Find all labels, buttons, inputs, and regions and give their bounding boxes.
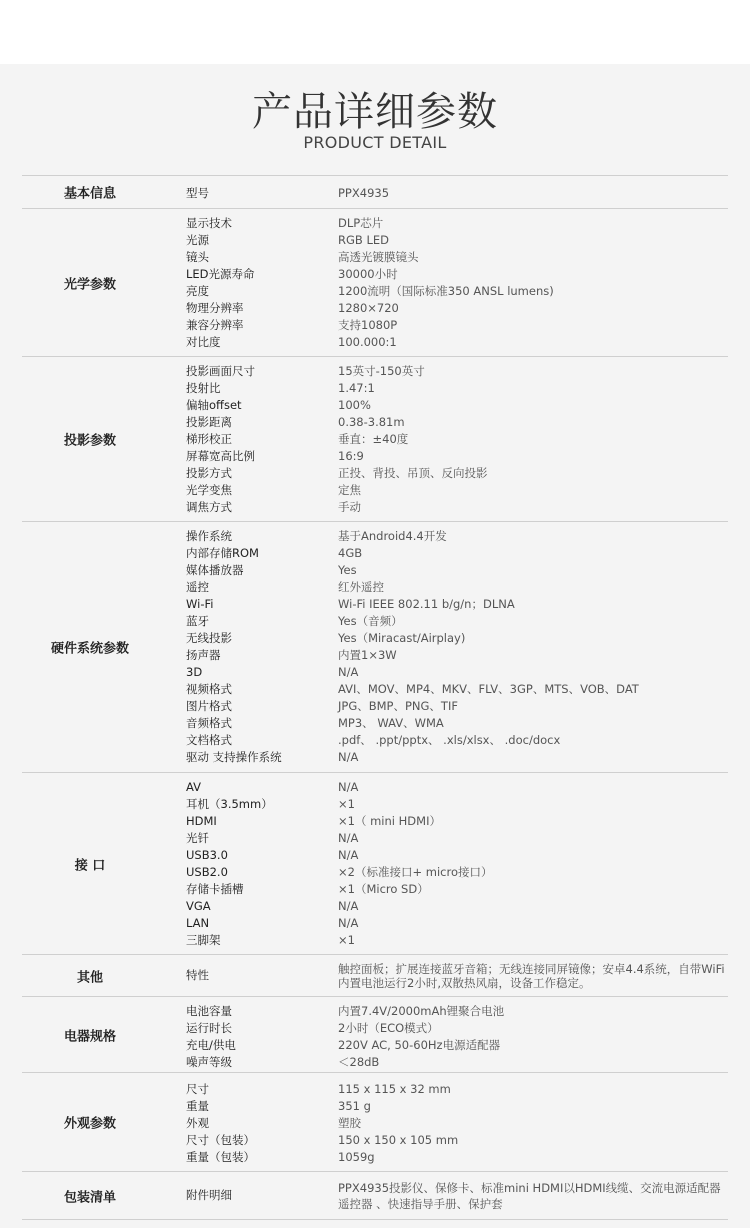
section-electrical — [22, 997, 728, 1073]
spec-row — [186, 813, 728, 830]
spec-value: 0.38-3.81m — [338, 415, 405, 429]
spec-label: 特性 — [186, 968, 209, 982]
spec-row — [186, 881, 728, 898]
spec-label: 图片格式 — [186, 699, 232, 713]
spec-value: Yes（音频） — [338, 614, 403, 628]
category-label: 包装清单 — [63, 1190, 116, 1205]
spec-label: 三脚架 — [186, 933, 221, 947]
spec-row — [186, 847, 728, 864]
spec-label: 充电/供电 — [186, 1038, 236, 1052]
spec-value: 16:9 — [338, 449, 364, 463]
spec-row — [186, 528, 728, 545]
spec-label: 运行时长 — [186, 1021, 232, 1035]
spec-label: 3D — [186, 665, 203, 679]
spec-label: 显示技术 — [186, 216, 232, 230]
spec-row — [186, 185, 728, 202]
spec-row — [186, 630, 728, 647]
spec-value: 红外遥控 — [338, 580, 384, 594]
spec-row — [186, 681, 728, 698]
spec-value: 1059g — [338, 1150, 375, 1164]
spec-row — [186, 864, 728, 881]
spec-row — [186, 283, 728, 300]
spec-value: 100% — [338, 398, 371, 412]
spec-value: 支持1080P — [338, 318, 398, 332]
spec-row — [186, 300, 728, 317]
spec-value: N/A — [338, 780, 359, 794]
spec-row — [186, 465, 728, 482]
spec-value: 正投、背投、吊顶、反向投影 — [338, 466, 488, 480]
spec-row — [186, 698, 728, 715]
spec-label: 存储卡插槽 — [186, 882, 244, 896]
spec-value: N/A — [338, 750, 359, 764]
section-optical — [22, 209, 728, 357]
spec-value: ＜28dB — [338, 1055, 380, 1069]
spec-label: 物理分辨率 — [186, 301, 244, 315]
spec-value: 定焦 — [338, 483, 361, 497]
spec-label: 遥控 — [186, 580, 209, 594]
spec-label: 外观 — [186, 1116, 209, 1130]
spec-row — [186, 1149, 728, 1166]
spec-row — [186, 1132, 728, 1149]
spec-value: N/A — [338, 899, 359, 913]
spec-label: 对比度 — [186, 335, 221, 349]
spec-row — [186, 1037, 728, 1054]
spec-label: 投射比 — [186, 381, 221, 395]
spec-value: JPG、BMP、PNG、TIF — [338, 699, 458, 713]
spec-value: 150 x 150 x 105 mm — [338, 1133, 459, 1147]
spec-label: USB2.0 — [186, 865, 228, 879]
spec-label: 屏幕宽高比例 — [186, 449, 255, 463]
spec-value: 塑胶 — [338, 1116, 361, 1130]
spec-row — [186, 1180, 728, 1212]
spec-value: 15英寸-150英寸 — [338, 364, 425, 378]
spec-row — [186, 1054, 728, 1071]
spec-row — [186, 334, 728, 351]
spec-row — [186, 915, 728, 932]
spec-row — [186, 898, 728, 915]
spec-value: ×1（Micro SD） — [338, 882, 429, 896]
spec-value: AVI、MOV、MP4、MKV、FLV、3GP、MTS、VOB、DAT — [338, 682, 639, 696]
spec-value: 1280×720 — [338, 301, 399, 315]
spec-label: 尺寸（包装） — [186, 1133, 255, 1147]
spec-row — [186, 1098, 728, 1115]
spec-row — [186, 397, 728, 414]
category-label: 外观参数 — [63, 1116, 116, 1132]
spec-value: ×1（ mini HDMI） — [338, 814, 441, 828]
section-package — [22, 1172, 728, 1220]
spec-row — [186, 380, 728, 397]
spec-value: 115 x 115 x 32 mm — [338, 1082, 451, 1096]
spec-value: 内置7.4V/2000mAh锂聚合电池 — [338, 1004, 505, 1018]
spec-label: 重量 — [186, 1099, 209, 1113]
spec-label: LED光源寿命 — [186, 267, 255, 281]
spec-value: Wi-Fi IEEE 802.11 b/g/n；DLNA — [338, 597, 515, 611]
spec-row — [186, 749, 728, 766]
spec-row — [186, 431, 728, 448]
spec-row — [186, 232, 728, 249]
spec-label: 型号 — [186, 186, 209, 200]
section-basic-info — [22, 176, 728, 209]
spec-row — [186, 932, 728, 949]
spec-value: MP3、 WAV、WMA — [338, 716, 444, 730]
spec-row — [186, 830, 728, 847]
spec-label: 扬声器 — [186, 648, 221, 662]
spec-row — [186, 266, 728, 283]
spec-value: N/A — [338, 831, 359, 845]
category-label: 投影参数 — [63, 433, 116, 449]
spec-row — [186, 215, 728, 232]
spec-row — [186, 363, 728, 380]
spec-label: 噪声等级 — [186, 1055, 232, 1069]
category-label: 硬件系统参数 — [50, 641, 129, 657]
spec-value: 手动 — [338, 500, 361, 514]
spec-label: 兼容分辨率 — [186, 318, 244, 332]
spec-label: 音频格式 — [186, 716, 232, 730]
spec-row — [186, 1081, 728, 1098]
category-label: 电器规格 — [63, 1029, 116, 1044]
spec-label: USB3.0 — [186, 848, 228, 862]
spec-label: VGA — [186, 899, 211, 913]
spec-value: 1200流明（国际标准350 ANSL lumens) — [338, 284, 554, 298]
spec-value: 内置1×3W — [338, 648, 397, 662]
spec-row — [186, 1003, 728, 1020]
spec-row — [186, 545, 728, 562]
spec-label: 调焦方式 — [186, 500, 232, 514]
spec-value: Yes（Miracast/Airplay) — [338, 631, 466, 645]
spec-value: RGB LED — [338, 233, 389, 247]
spec-label: 内部存储ROM — [186, 546, 259, 560]
spec-value: 100.000:1 — [338, 335, 397, 349]
spec-label: Wi-Fi — [186, 597, 214, 611]
spec-value: 351 g — [338, 1099, 371, 1113]
spec-label: 尺寸 — [186, 1082, 209, 1096]
spec-value: 高透光镀膜镜头 — [338, 250, 419, 264]
category-label: 接 口 — [74, 858, 106, 873]
spec-label: 媒体播放器 — [186, 563, 244, 577]
spec-value: N/A — [338, 665, 359, 679]
spec-row — [186, 796, 728, 813]
page-title: 产品详细参数 — [252, 89, 498, 135]
spec-label: 光源 — [186, 233, 209, 247]
spec-label: 梯形校正 — [186, 432, 232, 446]
spec-row — [186, 579, 728, 596]
spec-value: 220V AC, 50-60Hz电源适配器 — [338, 1038, 501, 1052]
spec-value: 30000小时 — [338, 267, 398, 281]
spec-row — [186, 562, 728, 579]
top-blank-band — [0, 0, 750, 64]
spec-label: AV — [186, 780, 201, 794]
spec-row — [186, 499, 728, 516]
spec-label: 投影画面尺寸 — [186, 364, 255, 378]
section-appearance — [22, 1073, 728, 1172]
spec-value: N/A — [338, 848, 359, 862]
spec-row — [186, 414, 728, 431]
spec-value: 2小时（ECO模式） — [338, 1021, 439, 1035]
spec-value: ×1 — [338, 797, 355, 811]
category-label: 基本信息 — [63, 186, 116, 202]
spec-label: 投影方式 — [186, 466, 232, 480]
spec-label: 偏轴offset — [186, 398, 242, 412]
spec-row — [186, 1115, 728, 1132]
spec-row — [186, 732, 728, 749]
spec-label: 附件明细 — [186, 1188, 232, 1202]
spec-label: 重量（包装） — [186, 1150, 255, 1164]
spec-value: DLP芯片 — [338, 216, 384, 230]
spec-label: 文档格式 — [186, 733, 232, 747]
spec-label: 投影距离 — [186, 415, 232, 429]
spec-label: 驱动 支持操作系统 — [186, 750, 282, 764]
section-hardware — [22, 522, 728, 773]
spec-label: 光钎 — [186, 831, 209, 845]
spec-label: 视频格式 — [186, 682, 232, 696]
spec-row — [186, 249, 728, 266]
spec-value: 1.47:1 — [338, 381, 375, 395]
spec-row — [186, 962, 728, 990]
category-label: 其他 — [76, 970, 103, 985]
section-projection — [22, 357, 728, 522]
spec-label: LAN — [186, 916, 210, 930]
spec-label: 电池容量 — [186, 1004, 232, 1018]
spec-row — [186, 482, 728, 499]
spec-row — [186, 448, 728, 465]
spec-value: 垂直：±40度 — [338, 432, 409, 446]
spec-row — [186, 715, 728, 732]
spec-label: 耳机（3.5mm） — [186, 797, 273, 811]
category-label: 光学参数 — [63, 277, 116, 292]
spec-value: 4GB — [338, 546, 363, 560]
section-other — [22, 955, 728, 997]
spec-row — [186, 317, 728, 334]
spec-label: 蓝牙 — [186, 614, 209, 628]
page-subtitle: PRODUCT DETAIL — [303, 133, 447, 152]
spec-row — [186, 647, 728, 664]
spec-label: 镜头 — [186, 250, 209, 264]
spec-label: 操作系统 — [186, 529, 232, 543]
spec-value: Yes — [338, 563, 357, 577]
spec-value: PPX4935投影仪、保修卡、标准mini HDMI以HDMI线缆、交流电源适配器 遥控器 、快速指导手册、保护套 — [338, 1181, 721, 1211]
spec-value: ×2（标准接口+ micro接口） — [338, 865, 493, 879]
spec-label: 亮度 — [186, 284, 209, 298]
spec-label: HDMI — [186, 814, 217, 828]
spec-value: PPX4935 — [338, 186, 390, 200]
spec-value: ×1 — [338, 933, 355, 947]
spec-value: N/A — [338, 916, 359, 930]
spec-value: 基于Android4.4开发 — [338, 529, 447, 543]
spec-row — [186, 613, 728, 630]
spec-row — [186, 596, 728, 613]
spec-row — [186, 1020, 728, 1037]
spec-label: 无线投影 — [186, 631, 232, 645]
spec-label: 光学变焦 — [186, 483, 232, 497]
section-interfaces — [22, 773, 728, 955]
spec-row — [186, 664, 728, 681]
spec-value: 触控面板；扩展连接蓝牙音箱；无线连接同屏镜像；安卓4.4系统，自带WiFi 内置电池运行2小时,双散热风扇，设备工作稳定。 — [338, 962, 725, 990]
spec-value: .pdf、 .ppt/pptx、 .xls/xlsx、 .doc/docx — [338, 733, 561, 747]
spec-row — [186, 779, 728, 796]
